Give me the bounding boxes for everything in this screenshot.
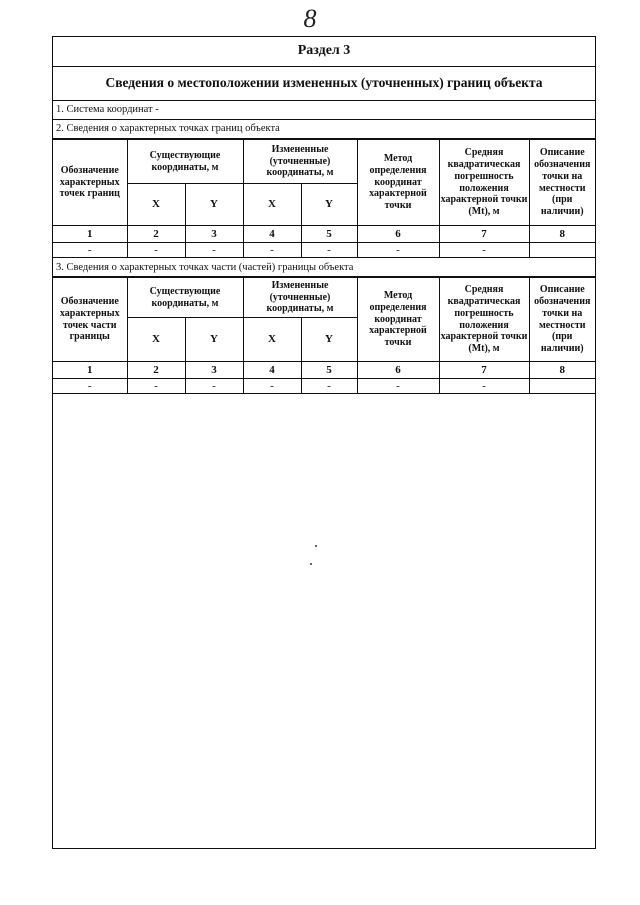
header-method: Метод определения координат характерной точки [357,140,439,226]
header-changed-y: Y [301,318,357,362]
column-number: 6 [357,362,439,379]
boundary-points-table [53,139,595,258]
table-cell: - [127,243,185,258]
header-designation: Обозначение характерных точек границ [53,140,127,226]
column-number: 5 [301,226,357,243]
table-cell: - [301,243,357,258]
table-cell: - [357,243,439,258]
table-cell: - [243,379,301,394]
header-changed-x: X [243,318,301,362]
header-designation: Обозначение характерных точек части границы [53,278,127,362]
column-number: 4 [243,362,301,379]
table-cell [529,243,595,258]
table-cell: - [439,379,529,394]
header-changed-coordinates: Измененные (уточненные) координаты, м [243,278,357,318]
header-changed-y: Y [301,184,357,226]
column-number: 8 [529,362,595,379]
header-description: Описание обозначения точки на местности (при наличии) [529,278,595,362]
table-cell: - [301,379,357,394]
scan-speck [310,563,312,565]
table-cell: - [53,379,127,394]
column-number: 2 [127,226,185,243]
document-frame [52,36,596,849]
page-number: 8 [303,4,317,33]
column-number: 3 [185,362,243,379]
header-existing-coordinates: Существующие координаты, м [127,278,243,318]
column-number: 1 [53,226,127,243]
table1-caption: 2. Сведения о характерных точках границ объекта [53,120,595,139]
scan-speck [315,545,317,547]
column-number: 5 [301,362,357,379]
column-number: 7 [439,362,529,379]
table-cell: - [439,243,529,258]
header-accuracy: Средняя квадратическая погрешность положения характерной точки (Mt), м [439,140,529,226]
coordinate-system-line: 1. Система координат - [53,101,595,120]
header-existing-y: Y [185,318,243,362]
header-accuracy: Средняя квадратическая погрешность положения характерной точки (Mt), м [439,278,529,362]
table-cell: - [243,243,301,258]
column-number: 1 [53,362,127,379]
column-number: 3 [185,226,243,243]
main-title: Сведения о местоположении измененных (уточненных) границ объекта [53,67,595,101]
column-number: 8 [529,226,595,243]
column-number: 6 [357,226,439,243]
table2-caption: 3. Сведения о характерных точках части (частей) границы объекта [53,259,595,277]
table-cell: - [357,379,439,394]
header-changed-x: X [243,184,301,226]
table-cell: - [53,243,127,258]
column-number: 7 [439,226,529,243]
header-method: Метод определения координат характерной точки [357,278,439,362]
header-existing-y: Y [185,184,243,226]
table-cell: - [185,243,243,258]
table-cell [529,379,595,394]
part-boundary-points-table [53,277,595,394]
header-existing-coordinates: Существующие координаты, м [127,140,243,184]
column-number: 2 [127,362,185,379]
header-existing-x: X [127,184,185,226]
section-title: Раздел 3 [53,37,595,67]
header-changed-coordinates: Измененные (уточненные) координаты, м [243,140,357,184]
header-description: Описание обозначения точки на местности (при наличии) [529,140,595,226]
table-cell: - [127,379,185,394]
column-number: 4 [243,226,301,243]
header-existing-x: X [127,318,185,362]
table-cell: - [185,379,243,394]
